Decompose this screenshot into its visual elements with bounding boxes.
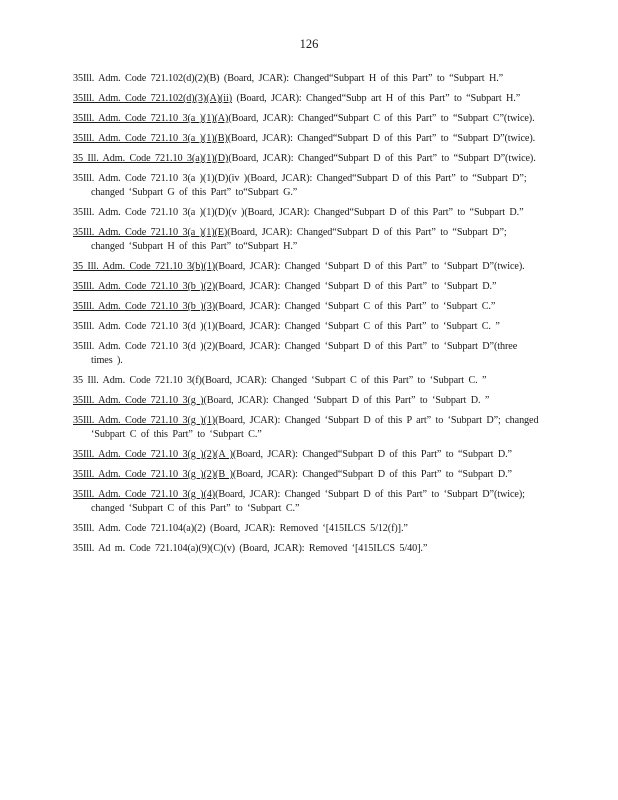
entry-citation: 35Ill. Adm. Code 721.104(a)(2) bbox=[73, 523, 206, 534]
amendment-entry bbox=[73, 522, 543, 536]
entry-description: (Board, JCAR): Changed“Subp art H of this Part” to “Subpart H.” bbox=[232, 93, 521, 104]
amendment-entry bbox=[73, 172, 543, 200]
amendment-entry bbox=[73, 374, 543, 388]
entry-citation: 35Ill. Adm. Code 721.10 3(b )(2) bbox=[73, 281, 216, 292]
entry-citation: 35Ill. Adm. Code 721.10 3(g )(1) bbox=[73, 415, 216, 426]
entry-citation: 35Ill. Adm. Code 721.10 3(d )(2) bbox=[73, 341, 216, 352]
entry-citation: 35Ill. Adm. Code 721.102(d)(3)(A)(ii) bbox=[73, 93, 233, 104]
entry-citation: 35Ill. Adm. Code 721.10 3(d )(1) bbox=[73, 321, 216, 332]
page-number: 126 bbox=[299, 37, 319, 51]
entry-description: (Board, JCAR): Changed ‘Subpart C of this Part” to ‘Subpart C. ” bbox=[201, 375, 487, 386]
amendment-entry bbox=[73, 112, 543, 126]
amendment-entry bbox=[73, 72, 543, 86]
amendment-entry bbox=[73, 206, 543, 220]
entry-citation: 35Ill. Adm. Code 721.10 3(g )(2)(A ) bbox=[73, 449, 233, 460]
entry-citation: 35Ill. Adm. Code 721.102(d)(2)(B) bbox=[73, 73, 220, 84]
amendment-entry bbox=[73, 414, 543, 442]
amendment-entry bbox=[73, 260, 543, 274]
entry-citation: 35Ill. Ad m. Code 721.104(a)(9)(C)(v) bbox=[73, 543, 235, 554]
entry-citation: 35Ill. Adm. Code 721.10 3(g )(2)(B ) bbox=[73, 469, 233, 480]
entry-description: (Board, JCAR): Changed“Subpart D of this Part” to “Subpart D”; changed ‘Subpart H of this Part” to“Subpart H.” bbox=[91, 227, 507, 252]
amendment-entry bbox=[73, 488, 543, 516]
amendment-entries bbox=[73, 72, 543, 562]
entry-description: (Board, JCAR): Changed ‘Subpart D of this Part” to ‘Subpart D”(twice); changed ‘Subpart C of this Part” to ‘Subpart C.” bbox=[91, 489, 525, 514]
amendment-entry bbox=[73, 226, 543, 254]
amendment-entry bbox=[73, 152, 543, 166]
entry-citation: 35 Ill. Adm. Code 721.10 3(a)(1)(D) bbox=[73, 153, 229, 164]
amendment-entry bbox=[73, 280, 543, 294]
entry-citation: 35Ill. Adm. Code 721.10 3(a )(1)(B) bbox=[73, 133, 228, 144]
entry-description: (Board, JCAR): Changed“Subpart D of this Part” to “Subpart D”; changed ‘Subpart G of this Part” to“Subpart G.” bbox=[91, 173, 527, 198]
amendment-entry bbox=[73, 300, 543, 314]
entry-citation: 35Ill. Adm. Code 721.10 3(a )(1)(D)(v ) bbox=[73, 207, 245, 218]
entry-description: (Board, JCAR): Changed ‘Subpart D of this Part” to ‘Subpart D.” bbox=[215, 281, 497, 292]
entry-description: (Board, JCAR): Changed ‘Subpart D of this P art” to ‘Subpart D”; changed ‘Subpart C of this Part” to ‘Subpart C.” bbox=[91, 415, 539, 440]
amendment-entry bbox=[73, 448, 543, 462]
entry-description: (Board, JCAR): Changed“Subpart D of this Part” to “Subpart D”(twice). bbox=[228, 153, 536, 164]
entry-description: (Board, JCAR): Removed ‘[415ILCS 5/12(f)].” bbox=[205, 523, 408, 534]
entry-citation: 35Ill. Adm. Code 721.10 3(a )(1)(E) bbox=[73, 227, 228, 238]
amendment-entry bbox=[73, 320, 543, 334]
entry-description: (Board, JCAR): Changed ‘Subpart C of this Part” to ‘Subpart C.” bbox=[215, 301, 496, 312]
entry-description: (Board, JCAR): Removed ‘[415ILCS 5/40].” bbox=[234, 543, 428, 554]
entry-description: (Board, JCAR): Changed“Subpart D of this Part” to “Subpart D.” bbox=[232, 469, 512, 480]
entry-citation: 35Ill. Adm. Code 721.10 3(a )(1)(A) bbox=[73, 113, 229, 124]
amendment-entry bbox=[73, 340, 543, 368]
entry-citation: 35Ill. Adm. Code 721.10 3(b )(3) bbox=[73, 301, 216, 312]
amendment-entry bbox=[73, 468, 543, 482]
entry-citation: 35 Ill. Adm. Code 721.10 3(b)(1) bbox=[73, 261, 216, 272]
entry-description: (Board, JCAR): Changed“Subpart C of this Part” to “Subpart C”(twice). bbox=[228, 113, 535, 124]
amendment-entry bbox=[73, 92, 543, 106]
entry-citation: 35 Ill. Adm. Code 721.10 3(f) bbox=[73, 375, 202, 386]
entry-description: (Board, JCAR): Changed“Subpart D of this Part” to “Subpart D.” bbox=[232, 449, 512, 460]
amendment-entry bbox=[73, 132, 543, 146]
entry-citation: 35Ill. Adm. Code 721.10 3(g )(4) bbox=[73, 489, 216, 500]
entry-description: (Board, JCAR): Changed“Subpart H of this Part” to “Subpart H.” bbox=[219, 73, 504, 84]
entry-description: (Board, JCAR): Changed ‘Subpart C of this Part” to ‘Subpart C. ” bbox=[215, 321, 500, 332]
entry-description: (Board, JCAR): Changed“Subpart D of this Part” to “Subpart D.” bbox=[244, 207, 524, 218]
amendment-entry bbox=[73, 542, 543, 556]
amendment-entry bbox=[73, 394, 543, 408]
entry-description: (Board, JCAR): Changed ‘Subpart D of this Part” to ‘Subpart D. ” bbox=[203, 395, 490, 406]
entry-citation: 35Ill. Adm. Code 721.10 3(g ) bbox=[73, 395, 204, 406]
entry-description: (Board, JCAR): Changed ‘Subpart D of this Part” to ‘Subpart D”(twice). bbox=[215, 261, 525, 272]
entry-description: (Board, JCAR): Changed ‘Subpart D of this Part” to ‘Subpart D”(three times ). bbox=[91, 341, 518, 366]
entry-description: (Board, JCAR): Changed“Subpart D of this Part” to “Subpart D”(twice). bbox=[227, 133, 536, 144]
entry-citation: 35Ill. Adm. Code 721.10 3(a )(1)(D)(iv ) bbox=[73, 173, 248, 184]
